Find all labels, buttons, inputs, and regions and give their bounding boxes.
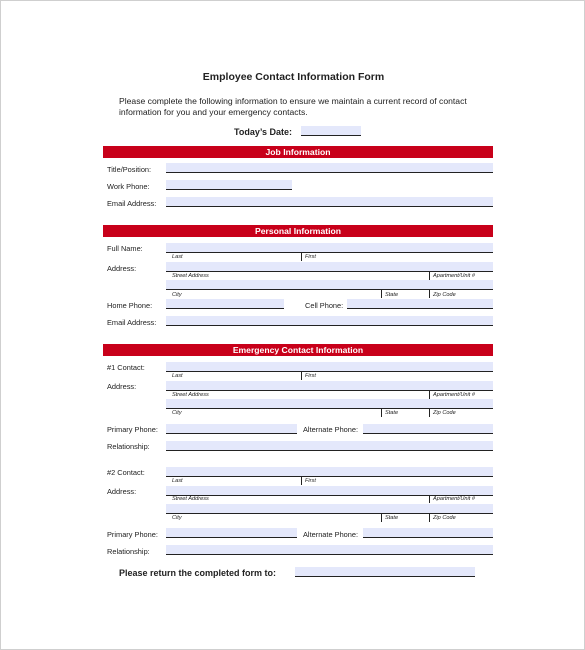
home-phone-label: Home Phone:	[107, 301, 153, 310]
apt-divider	[429, 272, 430, 280]
contact1-sublabel-state: State	[385, 410, 399, 416]
date-field[interactable]	[301, 126, 361, 136]
contact2-sublabel-last: Last	[172, 478, 183, 484]
sublabel-zip: Zip Code	[433, 292, 456, 298]
contact1-primary-phone-label: Primary Phone:	[107, 425, 158, 434]
contact2-address-label: Address:	[107, 487, 137, 496]
name-divider	[301, 253, 302, 261]
contact2-sublabel-apt: Apartment/Unit #	[433, 496, 475, 502]
contact1-relationship-label: Relationship:	[107, 442, 150, 451]
intro-text: Please complete the following information to ensure we maintain a current record of contact information for you and your emergency contacts.	[119, 96, 467, 117]
sublabel-last: Last	[172, 254, 183, 260]
contact2-label: #2 Contact:	[107, 468, 145, 477]
work-phone-field[interactable]	[166, 180, 292, 190]
contact2-alternate-phone-label: Alternate Phone:	[303, 530, 359, 539]
personal-section-header: Personal Information	[103, 225, 493, 237]
form-title: Employee Contact Information Form	[202, 71, 385, 83]
contact2-name-divider	[301, 477, 302, 485]
contact1-street-field[interactable]	[166, 381, 493, 391]
sublabel-city: City	[172, 292, 182, 298]
emergency-section-header: Emergency Contact Information	[103, 344, 493, 356]
contact2-relationship-field[interactable]	[166, 545, 493, 555]
work-phone-label: Work Phone:	[107, 182, 150, 191]
title-position-label: Title/Position:	[107, 165, 152, 174]
job-section-header: Job Information	[103, 146, 493, 158]
contact2-sublabel-city: City	[172, 515, 182, 521]
contact1-sublabel-first: First	[305, 373, 316, 379]
return-to-label: Please return the completed form to:	[119, 568, 277, 578]
contact2-state-divider	[381, 514, 382, 522]
full-name-label: Full Name:	[107, 244, 143, 253]
contact1-sublabel-city: City	[172, 410, 182, 416]
contact2-primary-phone-label: Primary Phone:	[107, 530, 158, 539]
contact1-apt-divider	[429, 391, 430, 399]
title-position-field[interactable]	[166, 163, 493, 173]
contact2-street-field[interactable]	[166, 486, 493, 496]
contact2-city-state-zip-field[interactable]	[166, 504, 493, 514]
contact1-address-label: Address:	[107, 382, 137, 391]
contact1-relationship-field[interactable]	[166, 441, 493, 451]
contact1-label: #1 Contact:	[107, 363, 145, 372]
state-divider	[381, 290, 382, 298]
full-name-field[interactable]	[166, 243, 493, 253]
contact2-sublabel-first: First	[305, 478, 316, 484]
personal-email-field[interactable]	[166, 316, 493, 326]
contact1-sublabel-street: Street Address	[172, 392, 209, 398]
contact1-sublabel-apt: Apartment/Unit #	[433, 392, 475, 398]
personal-email-label: Email Address:	[107, 318, 157, 327]
cell-phone-label: Cell Phone:	[305, 301, 344, 310]
contact1-zip-divider	[429, 409, 430, 417]
sublabel-apt: Apartment/Unit #	[433, 273, 475, 279]
contact1-sublabel-zip: Zip Code	[433, 410, 456, 416]
contact2-relationship-label: Relationship:	[107, 547, 150, 556]
contact1-name-field[interactable]	[166, 362, 493, 372]
sublabel-first: First	[305, 254, 316, 260]
contact2-zip-divider	[429, 514, 430, 522]
contact1-alternate-phone-label: Alternate Phone:	[303, 425, 359, 434]
sublabel-state: State	[385, 292, 399, 298]
contact1-name-divider	[301, 372, 302, 380]
contact1-primary-phone-field[interactable]	[166, 424, 297, 434]
contact2-primary-phone-field[interactable]	[166, 528, 297, 538]
return-to-field[interactable]	[295, 567, 475, 577]
contact2-sublabel-zip: Zip Code	[433, 515, 456, 521]
street-address-field[interactable]	[166, 262, 493, 272]
work-email-field[interactable]	[166, 197, 493, 207]
date-label: Today’s Date:	[234, 127, 293, 137]
address-label: Address:	[107, 264, 137, 273]
contact2-alternate-phone-field[interactable]	[363, 528, 493, 538]
contact2-sublabel-state: State	[385, 515, 399, 521]
contact2-apt-divider	[429, 495, 430, 503]
contact1-state-divider	[381, 409, 382, 417]
zip-divider	[429, 290, 430, 298]
cell-phone-field[interactable]	[347, 299, 493, 309]
contact1-sublabel-last: Last	[172, 373, 183, 379]
contact2-name-field[interactable]	[166, 467, 493, 477]
city-state-zip-field[interactable]	[166, 280, 493, 290]
home-phone-field[interactable]	[166, 299, 284, 309]
contact1-alternate-phone-field[interactable]	[363, 424, 493, 434]
work-email-label: Email Address:	[107, 199, 157, 208]
sublabel-street: Street Address	[172, 273, 209, 279]
contact2-sublabel-street: Street Address	[172, 496, 209, 502]
contact1-city-state-zip-field[interactable]	[166, 399, 493, 409]
